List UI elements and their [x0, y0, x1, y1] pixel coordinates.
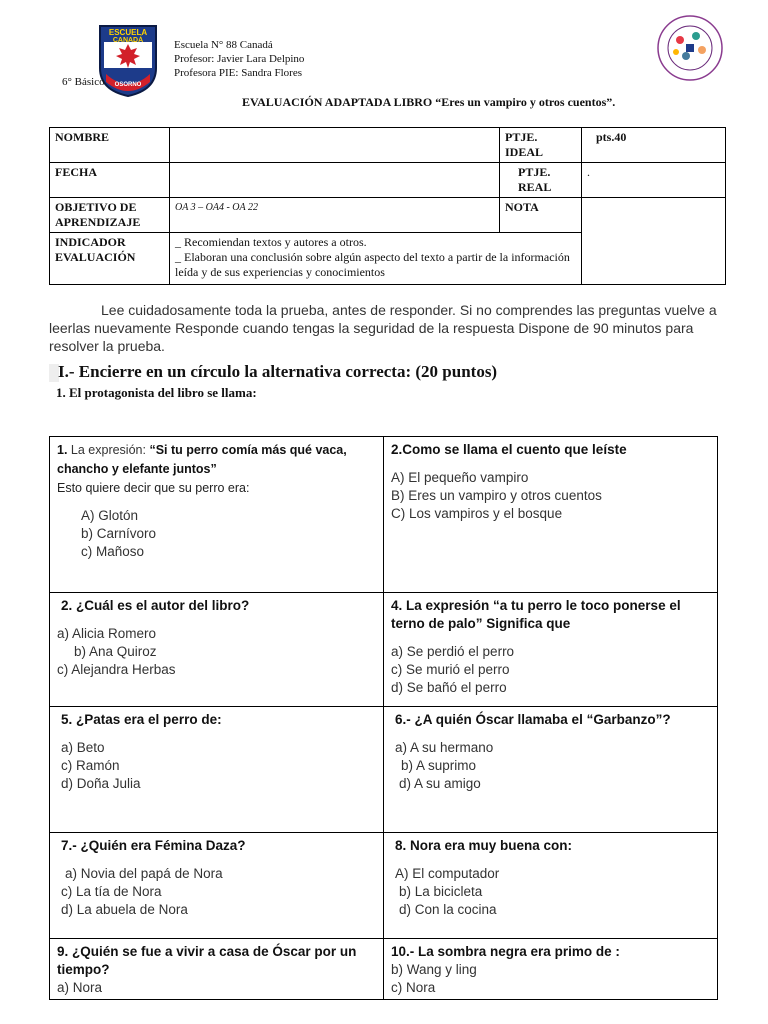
- indicador-label: INDICADOR EVALUACIÓN: [50, 233, 170, 285]
- option[interactable]: a) Nora: [57, 980, 103, 995]
- option[interactable]: b) La bicicleta: [399, 884, 483, 899]
- option[interactable]: A) El pequeño vampiro: [391, 470, 529, 485]
- question-10: [384, 939, 718, 1000]
- option[interactable]: b) Wang y ling: [391, 962, 477, 977]
- option[interactable]: A) Glotón: [81, 508, 139, 523]
- question-3-title: 2. ¿Cuál es el autor del libro?: [61, 598, 250, 613]
- question-4: [384, 593, 718, 707]
- grade-label: 6° Básico: [62, 76, 105, 88]
- question-8: [384, 833, 718, 939]
- option[interactable]: B) Eres un vampiro y otros cuentos: [391, 488, 602, 503]
- school-info: [174, 38, 304, 80]
- student-info-table: [49, 127, 726, 285]
- fecha-label: FECHA: [50, 163, 170, 198]
- teacher-name: Profesor: Javier Lara Delpino: [174, 53, 305, 65]
- question-3: [50, 593, 384, 707]
- program-logo: [656, 14, 724, 82]
- nombre-label: NOMBRE: [50, 128, 170, 163]
- question-7: [50, 833, 384, 939]
- pie-teacher-name: Profesora PIE: Sandra Flores: [174, 67, 303, 79]
- question-intro: 1. El protagonista del libro se llama:: [56, 385, 257, 400]
- svg-text:CANADÁ: CANADÁ: [112, 37, 144, 44]
- ptje-ideal-value: pts.40: [582, 128, 726, 163]
- question-5: [50, 707, 384, 833]
- option[interactable]: d) La abuela de Nora: [61, 902, 188, 917]
- question-9: [50, 939, 384, 1000]
- nota-field[interactable]: [582, 198, 726, 285]
- instructions-text: Lee cuidadosamente toda la prueba, antes de responder. Si no comprendes las preguntas vuelve a leerlas nuevamente Responde cuando tengas la seguridad de la respuesta Dispone de 90 minutos para resolver la prueba.: [49, 302, 717, 354]
- option[interactable]: c) La tía de Nora: [61, 884, 162, 899]
- option[interactable]: a) Se perdió el perro: [391, 644, 515, 659]
- option[interactable]: d) Con la cocina: [399, 902, 497, 917]
- school-logo: [96, 24, 160, 98]
- nombre-field[interactable]: [170, 128, 500, 163]
- ptje-ideal-label: PTJE. IDEAL: [500, 128, 582, 163]
- option[interactable]: c) Nora: [391, 980, 436, 995]
- fecha-field[interactable]: [170, 163, 500, 198]
- question-7-title: 7.- ¿Quién era Fémina Daza?: [61, 838, 246, 853]
- option[interactable]: a) Beto: [61, 740, 105, 755]
- questions-table: [49, 436, 718, 1000]
- question-1-title: 1. La expresión: “Si tu perro comía más qué vaca, chancho y elefante juntos”: [57, 443, 347, 476]
- indicador-value: [170, 233, 582, 285]
- option[interactable]: c) Ramón: [61, 758, 120, 773]
- objetivo-value: OA 3 – OA4 - OA 22: [170, 198, 500, 233]
- question-1-subtitle: Esto quiere decir que su perro era:: [57, 481, 250, 495]
- option[interactable]: c) Alejandra Herbas: [57, 662, 176, 677]
- svg-text:OSORNO: OSORNO: [114, 82, 142, 88]
- indicador-line-2: _ Elaboran una conclusión sobre algún aspecto del texto a partir de la información leída y de sus experiencias y conocimientos: [175, 250, 570, 279]
- question-10-title: 10.- La sombra negra era primo de :: [391, 944, 620, 959]
- option[interactable]: a) Alicia Romero: [57, 626, 157, 641]
- option[interactable]: d) Doña Julia: [61, 776, 141, 791]
- question-5-title: 5. ¿Patas era el perro de:: [61, 712, 222, 727]
- option[interactable]: C) Los vampiros y el bosque: [391, 506, 563, 521]
- question-9-title: 9. ¿Quién se fue a vivir a casa de Óscar por un tiempo?: [57, 944, 357, 977]
- indicador-line-1: _ Recomiendan textos y autores a otros.: [175, 235, 367, 249]
- option[interactable]: a) Novia del papá de Nora: [65, 866, 223, 881]
- section-title: I.- Encierre en un círculo la alternativa correcta: (20 puntos): [58, 362, 498, 381]
- ptje-real-label: PTJE. REAL: [500, 163, 582, 198]
- school-name: Escuela N° 88 Canadá: [174, 39, 273, 51]
- question-6-title: 6.- ¿A quién Óscar llamaba el “Garbanzo”?: [395, 712, 671, 727]
- nota-label: NOTA: [500, 198, 582, 233]
- question-1: [50, 437, 384, 593]
- option[interactable]: d) Se bañó el perro: [391, 680, 507, 695]
- ptje-real-value[interactable]: .: [582, 163, 726, 198]
- question-2: [384, 437, 718, 593]
- question-8-title: 8. Nora era muy buena con:: [395, 838, 573, 853]
- option[interactable]: A) El computador: [395, 866, 500, 881]
- option[interactable]: b) Ana Quiroz: [74, 644, 157, 659]
- question-6: [384, 707, 718, 833]
- option[interactable]: c) Se murió el perro: [391, 662, 510, 677]
- objetivo-label: OBJETIVO DE APRENDIZAJE: [50, 198, 170, 233]
- question-2-title: 2.Como se llama el cuento que leíste: [391, 442, 627, 457]
- svg-text:ESCUELA: ESCUELA: [108, 28, 148, 37]
- option[interactable]: b) Carnívoro: [81, 526, 157, 541]
- option[interactable]: d) A su amigo: [399, 776, 481, 791]
- option[interactable]: a) A su hermano: [395, 740, 494, 755]
- evaluation-title: EVALUACIÓN ADAPTADA LIBRO “Eres un vampiro y otros cuentos”.: [242, 95, 616, 109]
- question-4-title: 4. La expresión “a tu perro le toco ponerse el terno de palo” Significa que: [391, 598, 681, 631]
- option[interactable]: b) A suprimo: [401, 758, 477, 773]
- option[interactable]: c) Mañoso: [81, 544, 145, 559]
